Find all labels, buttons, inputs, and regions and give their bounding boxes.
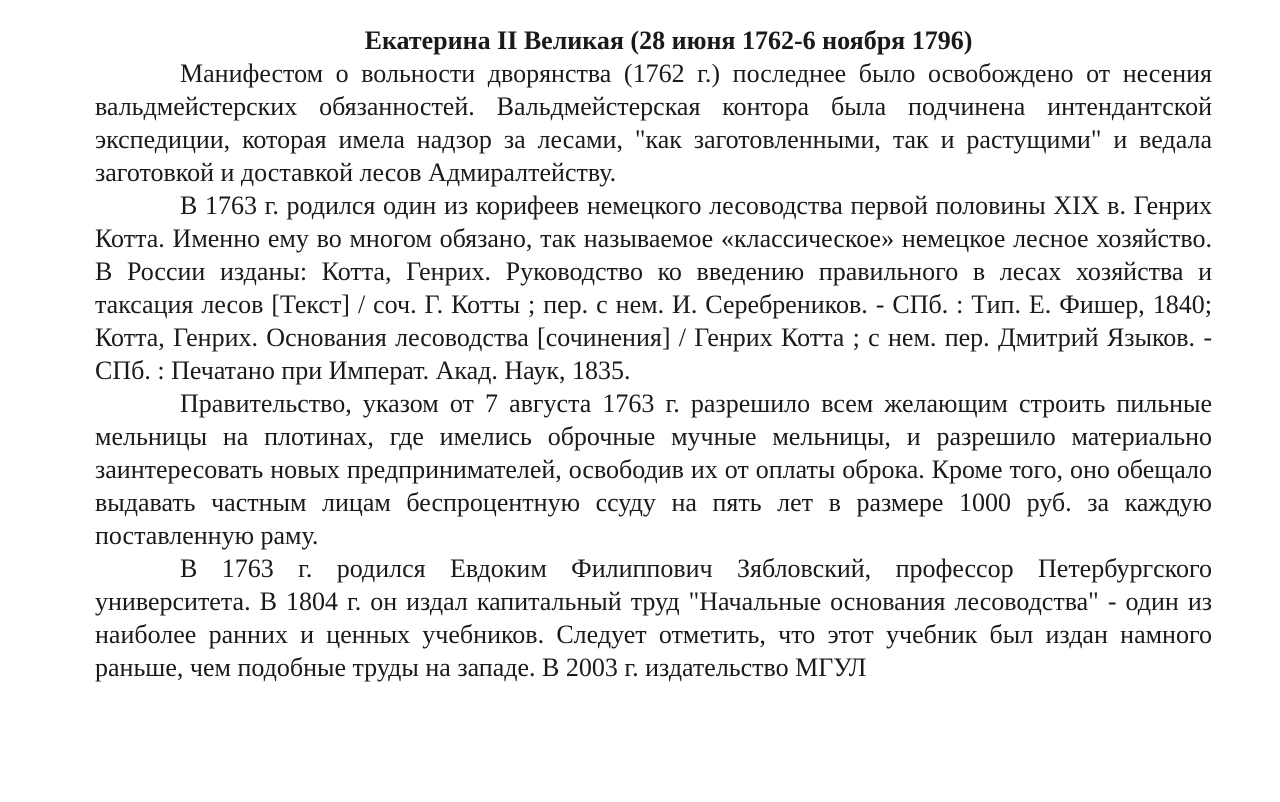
page-title: Екатерина II Великая (28 июня 1762-6 ноября 1796) xyxy=(364,26,973,55)
document-page xyxy=(95,24,1212,684)
paragraph-zyablovsky: В 1763 г. родился Евдоким Филиппович Зябловский, профессор Петербургского университета. В 1804 г. он издал капитальный труд "Начальные основания лесоводства" - один из наиболее ранних и ценных учебников. Следует отметить, что этот учебник был издан намного раньше, чем подобные труды на западе. В 2003 г. издательство МГУЛ xyxy=(95,554,1212,682)
paragraph-manifesto: Манифестом о вольности дворянства (1762 г.) последнее было освобождено от несения вальдмейстерских обязанностей. Вальдмейстерская контора была подчинена интендантской экспедиции, которая имела надзор за лесами, "как заготовленными, так и растущими" и ведала заготовкой и доставкой лесов Адмиралтейству. xyxy=(95,59,1212,187)
paragraph-cotta: В 1763 г. родился один из корифеев немецкого лесоводства первой половины XIX в. Генрих Котта. Именно ему во многом обязано, так называемое «классическое» немецкое лесное хозяйство. В России изданы: Котта, Генрих. Руководство ко введению правильного в лесах хозяйства и таксация лесов [Текст] / соч. Г. Котты ; пер. с нем. И. Серебреников. - СПб. : Тип. Е. Фишер, 1840; Котта, Генрих. Основания лесоводства [сочинения] / Генрих Котта ; с нем. пер. Дмитрий Языков. - СПб. : Печатано при Императ. Акад. Наук, 1835. xyxy=(95,191,1212,385)
paragraph-decree: Правительство, указом от 7 августа 1763 г. разрешило всем желающим строить пильные мельницы на плотинах, где имелись оброчные мучные мельницы, и разрешило материально заинтересовать новых предпринимателей, освободив их от оплаты оброка. Кроме того, оно обещало выдавать частным лицам беспроцентную ссуду на пять лет в размере 1000 руб. за каждую поставленную раму. xyxy=(95,389,1212,550)
